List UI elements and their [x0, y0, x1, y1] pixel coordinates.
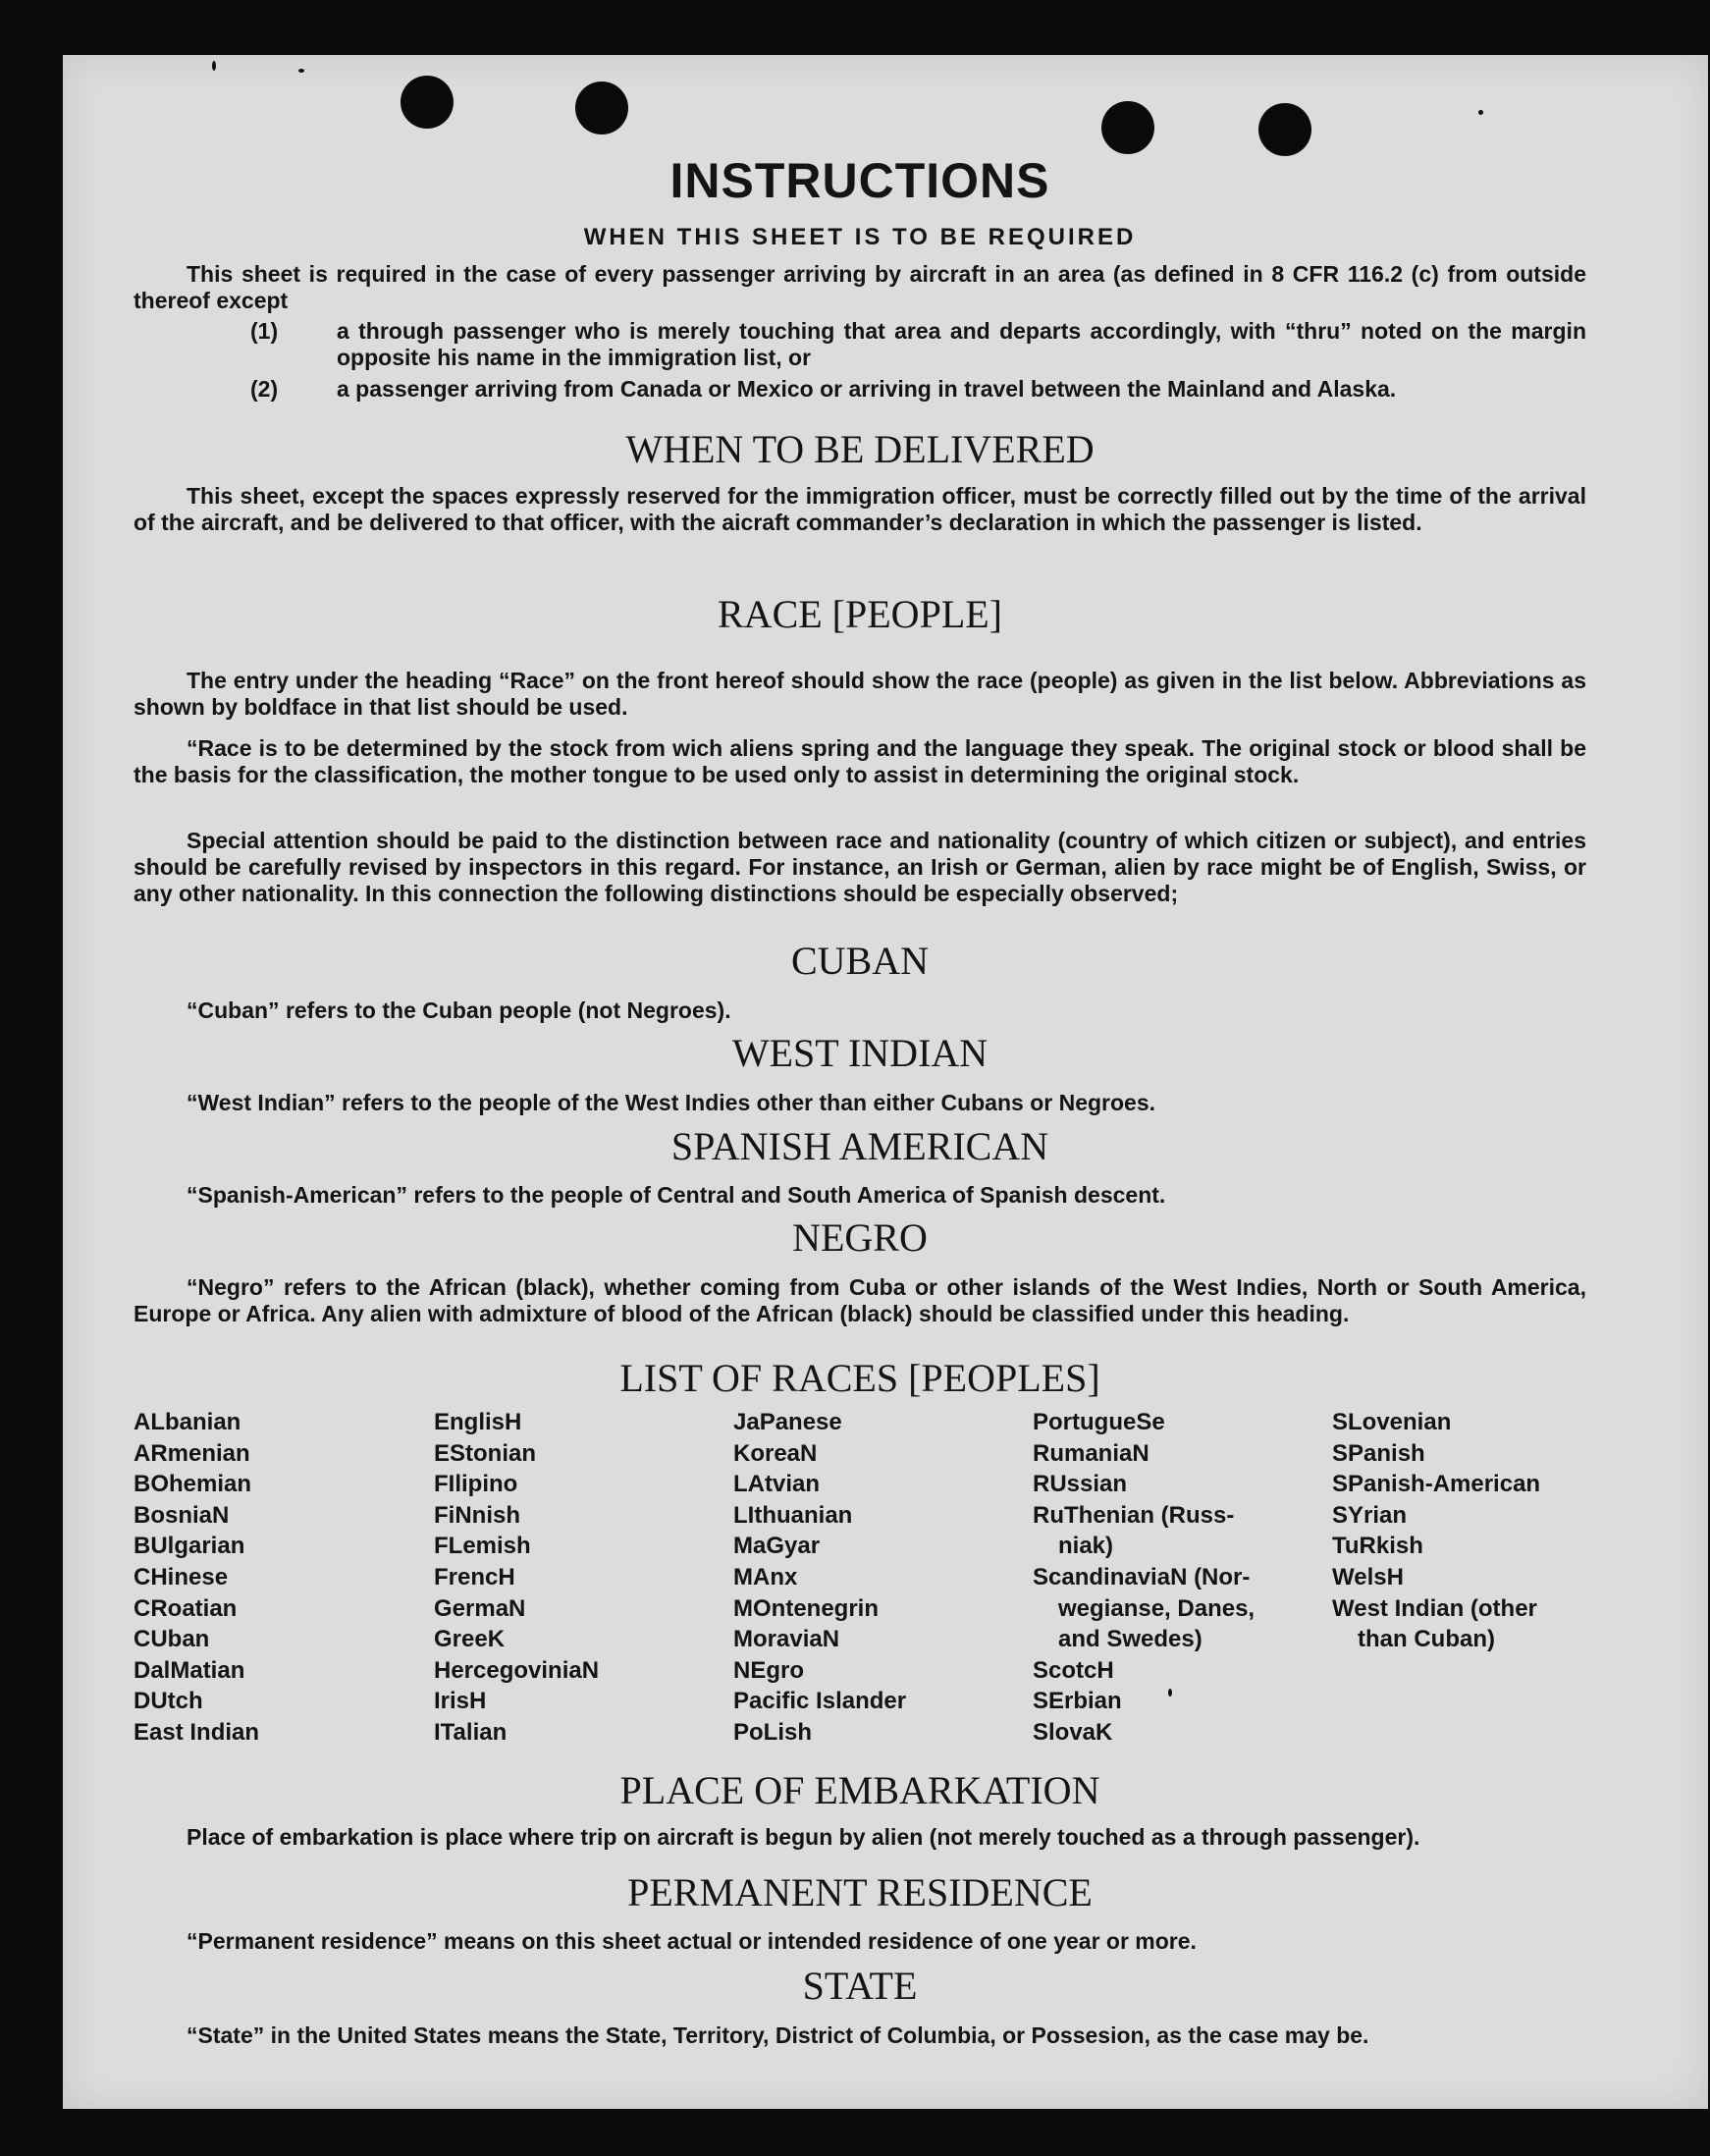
- west-indian-paragraph: “West Indian” refers to the people of the West Indies other than either Cubans or Negroes.: [187, 1090, 1156, 1115]
- section-heading-west-indian: WEST INDIAN: [731, 1031, 989, 1075]
- race-entry: SErbian: [1033, 1688, 1122, 1715]
- section-heading-list-of-races: LIST OF RACES [PEOPLES]: [619, 1356, 1100, 1400]
- section-heading-when-delivered: WHEN TO BE DELIVERED: [625, 427, 1095, 471]
- race-entry-continuation: than Cuban): [1358, 1626, 1495, 1653]
- race-entry: FrencH: [434, 1563, 515, 1590]
- races-column-3: [733, 1407, 906, 1749]
- race-entry: GreeK: [434, 1626, 506, 1653]
- race-entry: MOntenegrin: [733, 1594, 879, 1622]
- race-entry: JaPanese: [733, 1409, 842, 1435]
- race-entry: IrisH: [434, 1688, 487, 1715]
- exception-number: (2): [250, 376, 279, 402]
- race-entry: CHinese: [134, 1563, 229, 1590]
- race-entry-continuation: and Swedes): [1058, 1626, 1202, 1653]
- race-paragraph-2: “Race is to be determined by the stock from wich aliens spring and the language they speak. The original stock or blood shall be the basis for the classification, the mother tongue to be used only to assist in determining the original stock.: [134, 735, 1586, 787]
- race-entry-continuation: niak): [1058, 1533, 1114, 1560]
- race-entry: ScotcH: [1033, 1656, 1114, 1684]
- section-heading-permanent-residence: PERMANENT RESIDENCE: [627, 1870, 1093, 1914]
- race-entry: Pacific Islander: [733, 1688, 907, 1715]
- race-entry: KoreaN: [733, 1439, 818, 1467]
- punch-hole: [575, 81, 628, 135]
- exception-number: (1): [250, 318, 279, 344]
- state-paragraph: “State” in the United States means the State, Territory, District of Columbia, or Possesion, as the case may be.: [187, 2022, 1369, 2048]
- races-column-5: [1332, 1407, 1540, 1655]
- race-entry: GermaN: [434, 1594, 526, 1622]
- races-column-4: [1033, 1407, 1255, 1749]
- punch-hole: [1258, 103, 1311, 156]
- race-entry: West Indian (other: [1332, 1594, 1537, 1622]
- race-entry: SLovenian: [1332, 1409, 1452, 1435]
- race-entry: FIlipino: [434, 1471, 518, 1498]
- race-entry: RuThenian (Russ-: [1033, 1501, 1235, 1529]
- race-entry: DalMatian: [134, 1656, 245, 1684]
- race-entry: BOhemian: [134, 1471, 252, 1498]
- section-heading-state: STATE: [802, 1964, 918, 2008]
- races-column-2: [434, 1407, 599, 1749]
- race-entry: LAtvian: [733, 1471, 821, 1498]
- exception-item: [250, 376, 1586, 403]
- race-entry: RumaniaN: [1033, 1439, 1149, 1467]
- race-entry: TuRkish: [1332, 1533, 1423, 1560]
- race-entry: CUban: [134, 1626, 210, 1653]
- residence-paragraph: “Permanent residence” means on this sheet actual or intended residence of one year or more.: [187, 1928, 1197, 1954]
- race-entry: SYrian: [1332, 1501, 1408, 1529]
- race-entry: PortugueSe: [1033, 1409, 1165, 1435]
- negro-paragraph: “Negro” refers to the African (black), whether coming from Cuba or other islands of the West Indies, North or South America, Europe or Africa. Any alien with admixture of blood of the African (black) should be classified under this heading.: [134, 1274, 1586, 1326]
- race-entry: ITalian: [434, 1718, 508, 1746]
- race-entry: RUssian: [1033, 1471, 1128, 1498]
- section-heading-cuban: CUBAN: [790, 939, 930, 983]
- race-entry: SPanish-American: [1332, 1471, 1541, 1498]
- race-entry: EStonian: [434, 1439, 537, 1467]
- race-paragraph-3: Special attention should be paid to the distinction between race and nationality (country of which citizen or subject), and entries should be carefully revised by inspectors in this regard. For instance, an Irish or German, alien by race might be of English, Swiss, or any other nationality. In this connection the following distinctions should be especially observed;: [134, 828, 1586, 906]
- exception-item: [250, 318, 1586, 371]
- races-column-1: [134, 1407, 259, 1749]
- race-entry: ALbanian: [134, 1409, 241, 1435]
- race-entry: ARmenian: [134, 1439, 250, 1467]
- race-entry: EnglisH: [434, 1409, 522, 1435]
- embarkation-paragraph: Place of embarkation is place where trip on aircraft is begun by alien (not merely touched as a through passenger).: [187, 1824, 1420, 1850]
- race-entry: CRoatian: [134, 1594, 238, 1622]
- race-paragraph-1: The entry under the heading “Race” on the front hereof should show the race (people) as given in the list below. Abbreviations as shown by boldface in that list should be used.: [134, 668, 1586, 720]
- race-entry: PoLish: [733, 1718, 813, 1746]
- exception-text: a passenger arriving from Canada or Mexico or arriving in travel between the Mainland and Alaska.: [337, 376, 1397, 402]
- race-entry: HercegoviniaN: [434, 1656, 600, 1684]
- delivered-paragraph: This sheet, except the spaces expressly reserved for the immigration officer, must be correctly filled out by the time of the arrival of the aircraft, and be delivered to that officer, with the aicraft commander’s declaration in which the passenger is listed.: [134, 483, 1586, 535]
- race-entry: East Indian: [134, 1718, 260, 1746]
- race-entry: BUlgarian: [134, 1533, 245, 1560]
- document-sheet: [63, 55, 1708, 2109]
- page-subtitle: WHEN THIS SHEET IS TO BE REQUIRED: [583, 224, 1137, 250]
- intro-paragraph: This sheet is required in the case of every passenger arriving by aircraft in an area (as defined in 8 CFR 116.2 (c) from outside thereof except: [134, 261, 1586, 313]
- punch-hole: [1101, 101, 1154, 154]
- race-entry: NEgro: [733, 1656, 804, 1684]
- race-entry: SPanish: [1332, 1439, 1425, 1467]
- section-heading-race: RACE [PEOPLE]: [718, 592, 1002, 636]
- race-entry: MaGyar: [733, 1533, 821, 1560]
- ink-speck: [1478, 110, 1483, 115]
- page-title: INSTRUCTIONS: [669, 153, 1050, 208]
- section-heading-negro: NEGRO: [792, 1215, 928, 1260]
- race-entry: LIthuanian: [733, 1501, 853, 1529]
- cuban-paragraph: “Cuban” refers to the Cuban people (not Negroes).: [187, 997, 731, 1023]
- ink-speck: [212, 61, 216, 71]
- ink-speck: [298, 69, 304, 73]
- section-heading-spanish-american: SPANISH AMERICAN: [670, 1124, 1049, 1168]
- race-entry: MoraviaN: [733, 1626, 840, 1653]
- punch-hole: [401, 76, 454, 129]
- race-entry-continuation: wegianse, Danes,: [1058, 1594, 1256, 1622]
- races-list: [134, 1407, 1586, 1760]
- race-entry: FiNnish: [434, 1501, 520, 1529]
- race-entry: SlovaK: [1033, 1718, 1113, 1746]
- race-entry: FLemish: [434, 1533, 531, 1560]
- race-entry: DUtch: [134, 1688, 203, 1715]
- race-entry: ScandinaviaN (Nor-: [1033, 1563, 1251, 1590]
- race-entry: WelsH: [1332, 1563, 1404, 1590]
- race-entry: BosniaN: [134, 1501, 230, 1529]
- race-entry: MAnx: [733, 1563, 798, 1590]
- section-heading-place-of-embarkation: PLACE OF EMBARKATION: [619, 1768, 1100, 1812]
- exception-text: a through passenger who is merely touching that area and departs accordingly, with “thru” noted on the margin opposite his name in the immigration list, or: [337, 318, 1586, 370]
- spanish-american-paragraph: “Spanish-American” refers to the people of Central and South America of Spanish descent.: [187, 1182, 1166, 1208]
